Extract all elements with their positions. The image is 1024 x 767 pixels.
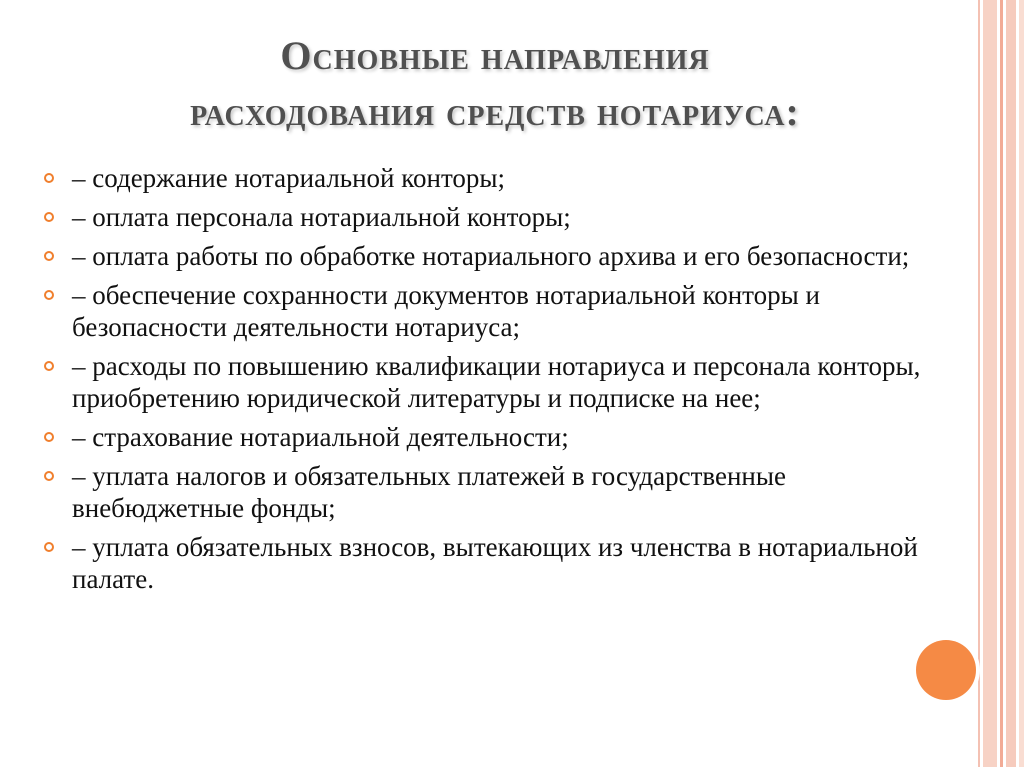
circle-bullet-icon xyxy=(44,361,54,371)
list-item xyxy=(44,240,964,272)
circle-bullet-icon xyxy=(44,542,54,552)
stripe xyxy=(1019,0,1024,767)
list-item xyxy=(44,279,964,343)
list-item-text: – страхование нотариальной деятельности; xyxy=(72,422,569,452)
circle-bullet-icon xyxy=(44,290,54,300)
list-item xyxy=(44,201,964,233)
orange-circle-decoration xyxy=(916,640,976,700)
circle-bullet-icon xyxy=(44,212,54,222)
list-item-text: – уплата налогов и обязательных платежей в государственные внебюджетные фонды; xyxy=(72,461,786,523)
list-item-text: – оплата работы по обработке нотариального архива и его безопасности; xyxy=(72,241,910,271)
slide-title xyxy=(30,28,960,140)
list-item xyxy=(44,350,964,414)
stripe xyxy=(978,0,980,767)
circle-bullet-icon xyxy=(44,432,54,442)
circle-bullet-icon xyxy=(44,251,54,261)
list-item xyxy=(44,460,964,524)
list-item-text: – содержание нотариальной конторы; xyxy=(72,163,506,193)
list-item-text: – обеспечение сохранности документов нотариальной конторы и безопасности деятельности нотариуса; xyxy=(72,280,820,342)
stripe xyxy=(983,0,997,767)
list-item xyxy=(44,531,964,595)
list-item-text: – уплата обязательных взносов, вытекающих из членства в нотариальной палате. xyxy=(72,532,918,594)
circle-bullet-icon xyxy=(44,173,54,183)
title-line-2: расходования средств нотариуса: xyxy=(190,89,800,134)
title-line-1: Основные направления xyxy=(280,33,710,78)
list-item-text: – расходы по повышению квалификации нотариуса и персонала конторы, приобретению юридической литературы и подписке на нее; xyxy=(72,351,921,413)
decorative-stripes xyxy=(978,0,1024,767)
stripe xyxy=(1006,0,1016,767)
list-item-text: – оплата персонала нотариальной конторы; xyxy=(72,202,571,232)
stripe xyxy=(1000,0,1003,767)
list-item xyxy=(44,421,964,453)
list-item xyxy=(44,162,964,194)
bullet-list xyxy=(44,162,964,602)
circle-bullet-icon xyxy=(44,471,54,481)
